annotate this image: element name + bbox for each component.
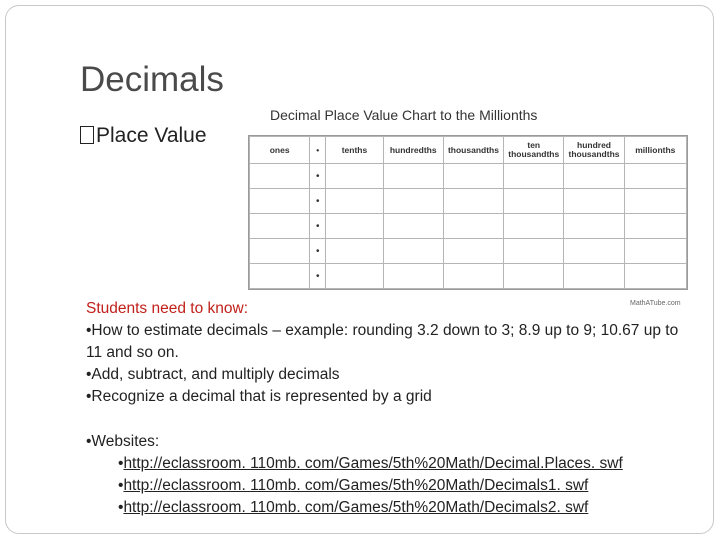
chart-title: Decimal Place Value Chart to the Millionths bbox=[270, 107, 538, 123]
table-row bbox=[250, 164, 687, 189]
slide-title: Decimals bbox=[80, 60, 224, 99]
table-row bbox=[250, 189, 687, 214]
website-link-2[interactable]: http://eclassroom. 110mb. com/Games/5th%20Math/Decimals1. swf bbox=[123, 477, 589, 494]
chart-header-row bbox=[250, 137, 687, 164]
list-item: •http://eclassroom. 110mb. com/Games/5th%20Math/Decimals2. swf bbox=[118, 499, 589, 516]
place-value-chart bbox=[248, 135, 688, 290]
decimal-point: • bbox=[310, 164, 326, 189]
place-value-bullet bbox=[80, 124, 207, 148]
notes-heading: Students need to know: bbox=[86, 300, 249, 317]
websites-label: •Websites: bbox=[86, 433, 160, 450]
col-header: millionths bbox=[624, 137, 686, 164]
list-item: •Recognize a decimal that is represented by a grid bbox=[86, 388, 432, 405]
col-header: hundred thousandths bbox=[564, 137, 624, 164]
col-header: • bbox=[310, 137, 326, 164]
list-item: •Add, subtract, and multiply decimals bbox=[86, 366, 340, 383]
list-item: •http://eclassroom. 110mb. com/Games/5th%20Math/Decimal.Places. swf bbox=[118, 455, 623, 472]
place-value-table bbox=[249, 136, 687, 289]
list-item: •How to estimate decimals – example: rounding 3.2 down to 3; 8.9 up to 9; 10.67 up to 11 and so on. bbox=[86, 322, 679, 361]
website-links bbox=[118, 453, 678, 519]
col-header: ones bbox=[250, 137, 310, 164]
col-header: thousandths bbox=[443, 137, 503, 164]
website-link-1[interactable]: http://eclassroom. 110mb. com/Games/5th%20Math/Decimal.Places. swf bbox=[123, 455, 623, 472]
table-row bbox=[250, 264, 687, 289]
col-header: hundredths bbox=[383, 137, 443, 164]
table-row bbox=[250, 239, 687, 264]
website-link-3[interactable]: http://eclassroom. 110mb. com/Games/5th%20Math/Decimals2. swf bbox=[123, 499, 589, 516]
table-row bbox=[250, 214, 687, 239]
decimal-point: • bbox=[310, 239, 326, 264]
list-item: •http://eclassroom. 110mb. com/Games/5th%20Math/Decimals1. swf bbox=[118, 477, 589, 494]
websites-block bbox=[86, 431, 686, 519]
notes-block bbox=[86, 298, 686, 408]
chart-watermark: MathATube.com bbox=[630, 300, 681, 307]
col-header: ten thousandths bbox=[504, 137, 564, 164]
decimal-point: • bbox=[310, 189, 326, 214]
col-header: tenths bbox=[326, 137, 383, 164]
decimal-point: • bbox=[310, 214, 326, 239]
decimal-point: • bbox=[310, 264, 326, 289]
bullet-box-icon bbox=[80, 126, 94, 144]
place-value-text: Place Value bbox=[96, 124, 207, 147]
